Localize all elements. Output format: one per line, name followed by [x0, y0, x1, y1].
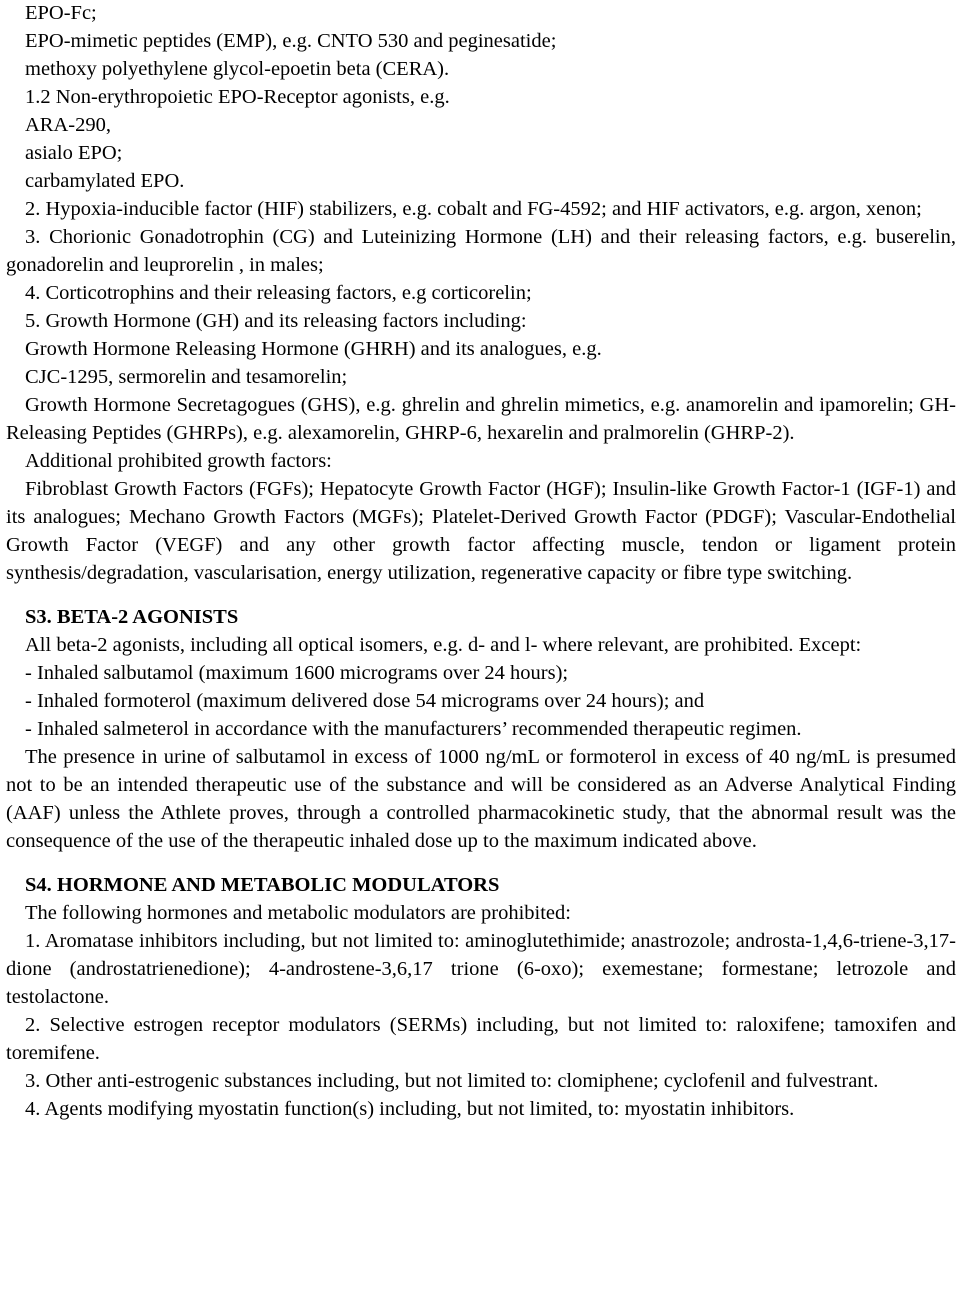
text-line: 4. Corticotrophins and their releasing factors, e.g corticorelin; — [25, 282, 532, 304]
text-line: - Inhaled salbutamol (maximum 1600 micrograms over 24 hours); — [25, 662, 569, 684]
text-line: 4. Agents modifying myostatin function(s) including, but not limited, to: myostatin inhibitors. — [25, 1098, 795, 1120]
text-line: Growth Hormone Releasing Hormone (GHRH) and its analogues, e.g. — [25, 338, 602, 360]
text-line: - Inhaled salmeterol in accordance with the manufacturers’ recommended therapeutic regimen. — [25, 718, 802, 740]
text-line: ARA-290, — [25, 114, 111, 136]
section-heading: S3. BETA-2 AGONISTS — [25, 606, 239, 628]
text-line: CJC-1295, sermorelin and tesamorelin; — [25, 366, 348, 388]
paragraph: All beta-2 agonists, including all optical isomers, e.g. d- and l- where relevant, are prohibited. Except: — [25, 634, 862, 656]
text-line: Additional prohibited growth factors: — [25, 450, 332, 472]
text-line: - Inhaled formoterol (maximum delivered dose 54 micrograms over 24 hours); and — [25, 690, 705, 712]
paragraph: Growth Hormone Secretagogues (GHS), e.g. ghrelin and ghrelin mimetics, e.g. anamorelin and ipamorelin; GH-Releasing Peptides (GHRPs), e.g. alexamorelin, GHRP-6, hexarelin and pralmorelin (GHRP-2). — [6, 394, 956, 444]
paragraph: 3. Chorionic Gonadotrophin (CG) and Luteinizing Hormone (LH) and their releasing factors, e.g. buserelin, gonadorelin and leuprorelin , in males; — [6, 226, 956, 276]
text-line: carbamylated EPO. — [25, 170, 185, 192]
paragraph: Fibroblast Growth Factors (FGFs); Hepatocyte Growth Factor (HGF); Insulin-like Growth Factor-1 (IGF-1) and its analogues; Mechano Growth Factors (MGFs); Platelet-Derived Growth Factor (PDGF); Vascular-Endothelial Growth Factor (VEGF) and any other growth factor affecting muscle, tendon or ligament protein synthesis/degradation, vascularisation, energy utilization, regenerative capacity or fibre type switching. — [6, 478, 956, 584]
paragraph: 1. Aromatase inhibitors including, but not limited to: aminoglutethimide; anastrozole; androsta-1,4,6-triene-3,17-dione (androstatrienedione); 4-androstene-3,6,17 trione (6-oxo); exemestane; formestane; letrozole and testolactone. — [6, 930, 956, 1008]
text-line: EPO-mimetic peptides (EMP), e.g. CNTO 530 and peginesatide; — [25, 30, 557, 52]
text-line: methoxy polyethylene glycol-epoetin beta (CERA). — [25, 58, 450, 80]
paragraph: 3. Other anti-estrogenic substances including, but not limited to: clomiphene; cyclofenil and fulvestrant. — [25, 1070, 879, 1092]
paragraph: 2. Hypoxia-inducible factor (HIF) stabilizers, e.g. cobalt and FG-4592; and HIF activators, e.g. argon, xenon; — [25, 198, 922, 220]
section-spacer — [6, 855, 956, 871]
document-page — [6, 0, 956, 1123]
text-line: 5. Growth Hormone (GH) and its releasing factors including: — [25, 310, 527, 332]
paragraph: 2. Selective estrogen receptor modulators (SERMs) including, but not limited to: raloxifene; tamoxifen and toremifene. — [6, 1014, 956, 1064]
text-line: 1.2 Non-erythropoietic EPO-Receptor agonists, e.g. — [25, 86, 450, 108]
section-heading: S4. HORMONE AND METABOLIC MODULATORS — [25, 874, 500, 896]
section-spacer — [6, 587, 956, 603]
text-line: asialo EPO; — [25, 142, 123, 164]
text-line: The following hormones and metabolic modulators are prohibited: — [25, 902, 571, 924]
text-line: EPO-Fc; — [25, 2, 97, 24]
paragraph: The presence in urine of salbutamol in excess of 1000 ng/mL or formoterol in excess of 40 ng/mL is presumed not to be an intended therapeutic use of the substance and will be considered as an Adverse Analytical Finding (AAF) unless the Athlete proves, through a controlled pharmacokinetic study, that the abnormal result was the consequence of the use of the therapeutic inhaled dose up to the maximum indicated above. — [6, 746, 956, 852]
